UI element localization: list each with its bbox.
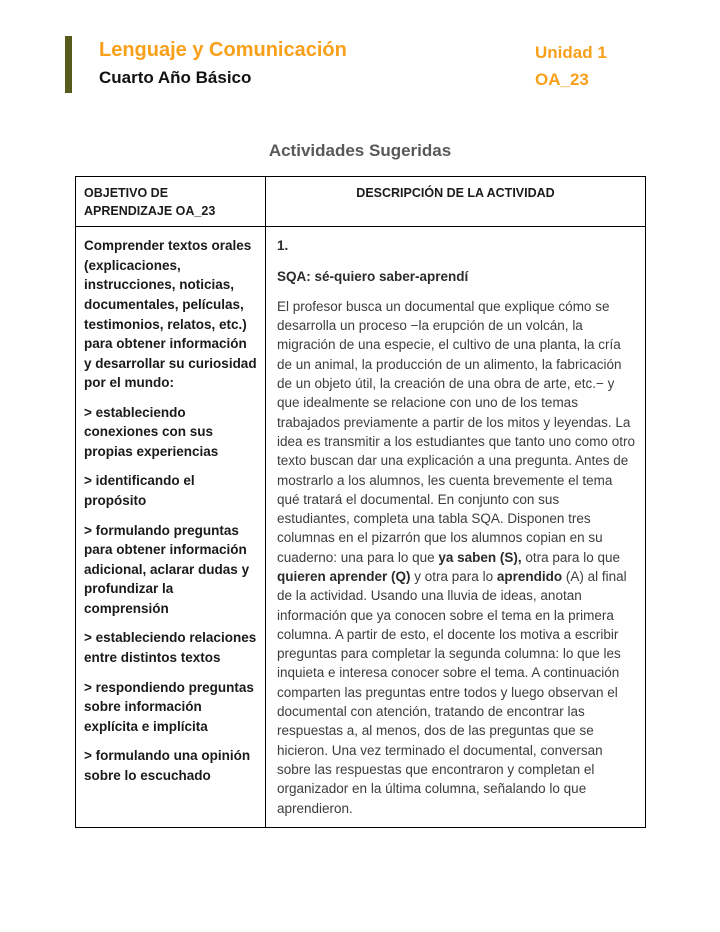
description-segment-bold: aprendido — [496, 569, 563, 584]
description-segment: otra para lo que — [521, 549, 620, 565]
description-segment-bold: ya saben (S), — [438, 549, 522, 565]
objective-bullet: > identificando el propósito — [84, 473, 195, 508]
objective-bullet: > formulando preguntas para obtener información adicional, aclarar dudas y profundizar la comprensión — [84, 522, 250, 616]
objective-bullet: > formulando una opinión sobre lo escuchado — [84, 748, 251, 783]
objective-bullet: > respondiendo preguntas sobre información explícita e implícita — [84, 679, 254, 734]
header-accent-bar — [65, 36, 72, 93]
objective-column-header: OBJETIVO DE APRENDIZAJE OA_23 — [76, 177, 266, 227]
document-header — [65, 36, 647, 93]
objective-bullet: > estableciendo conexiones con sus propias experiencias — [84, 404, 219, 459]
activities-table — [75, 176, 646, 828]
description-segment: (A) al final de la actividad. Usando una lluvia de ideas, anotan información que ya conocen sobre el tema en la primera columna. A partir de esto, el docente los motiva a escribir preguntas para completar la segunda columna: lo que les inquieta e interesa conocer sobre el tema. A continuación comparten las preguntas entre todos y luego observan el documental con atención, tratando de encontrar las respuestas a, al menos, dos de las preguntas que se hicieron. Una vez terminado el documental, conversan sobre las respuestas que encontraron y completan el organizador en la última columna, señalando lo que aprendieron. — [277, 569, 627, 816]
activity-number: 1. — [277, 238, 289, 254]
objective-cell — [76, 227, 266, 828]
header-left-block — [99, 36, 535, 93]
unit-label: Unidad 1 — [535, 43, 607, 62]
description-cell — [266, 227, 646, 828]
grade-title: Cuarto Año Básico — [99, 68, 252, 87]
header-right-block — [535, 36, 647, 93]
description-column-header: DESCRIPCIÓN DE LA ACTIVIDAD — [266, 177, 646, 227]
activity-subtitle: SQA: sé-quiero saber-aprendí — [277, 268, 469, 284]
description-segment-bold: quieren aprender (Q) — [277, 569, 411, 584]
description-segment: El profesor busca un documental que explique cómo se desarrolla un proceso −la erupción de un volcán, la migración de una especie, el cultivo de una planta, la cría de un animal, la producción de un alimento, la fabricación de un objeto útil, la creación de una obra de arte, etc.− y que idealmente se relacione con uno de los temas trabajados previamente a partir de los mitos y leyendas. La idea es transmitir a los estudiantes que tanto uno como otro texto buscan dar una explicación a una pregunta. Antes de mostrarlo a los alumnos, les cuenta brevemente el tema qué tratará el documental. En conjunto con sus estudiantes, completa una tabla SQA. Disponen tres columnas en el pizarrón que los alumnos copian en su cuaderno: una para lo que — [277, 298, 635, 565]
activity-description — [277, 297, 635, 818]
objective-intro: Comprender textos orales (explicaciones, instrucciones, noticias, documentales, películas, testimonios, relatos, etc.) para obtener información y desarrollar su curiosidad por el mundo: — [84, 238, 257, 391]
objective-bullet: > estableciendo relaciones entre distintos textos — [84, 630, 257, 665]
table-body-row — [76, 227, 646, 828]
page-title: Actividades Sugeridas — [268, 141, 452, 160]
subject-title: Lenguaje y Comunicación — [99, 39, 347, 61]
table-header-row — [76, 177, 646, 227]
description-segment: y otra para lo — [410, 569, 497, 584]
oa-code-label: OA_23 — [535, 70, 589, 89]
